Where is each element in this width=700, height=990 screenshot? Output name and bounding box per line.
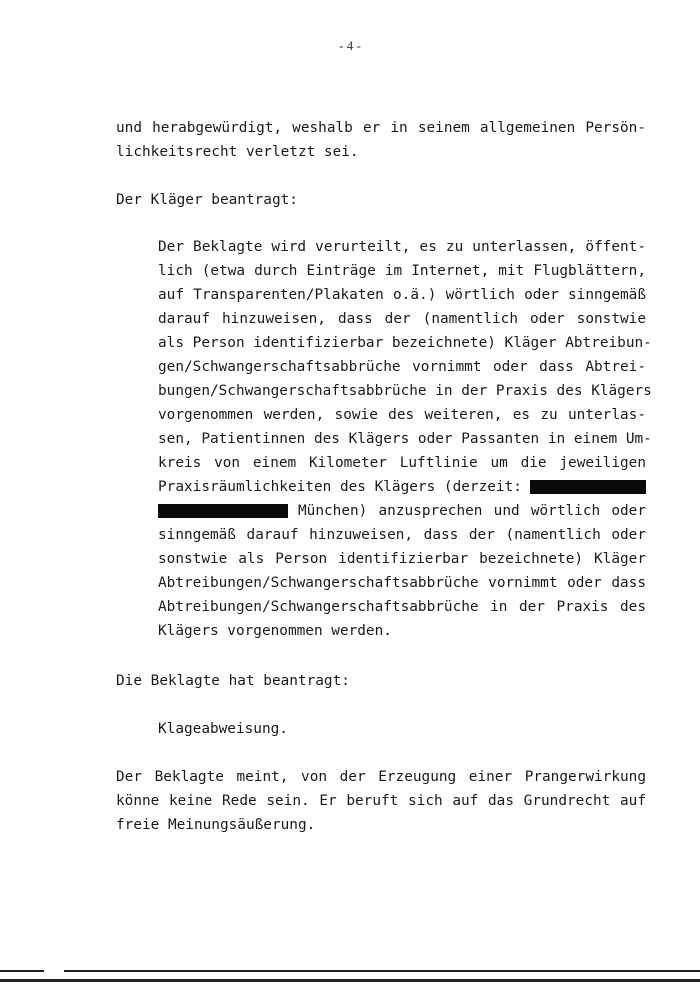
- text-line: sinngemäß darauf hinzuweisen, dass der (namentlich oder: [158, 527, 646, 543]
- paragraph-complaint-summary: [116, 116, 646, 164]
- text-line: Die Beklagte hat beantragt:: [116, 673, 350, 689]
- page-number: - 4 -: [339, 38, 361, 53]
- footer-divider: [0, 970, 44, 972]
- text-line: Der Beklagte meint, von der Erzeugung einer Prangerwirkung: [116, 769, 646, 785]
- text-line: lichkeitsrecht verletzt sei.: [116, 144, 359, 160]
- text-line: als Person identifizierbar bezeichnete) Kläger Abtreibun-: [158, 335, 652, 351]
- redaction-block: [158, 504, 288, 518]
- text-line: Abtreibungen/Schwangerschaftsabbrüche vornimmt oder dass: [158, 575, 646, 591]
- paragraph-plaintiff-motion-heading: [116, 188, 646, 212]
- text-line: freie Meinungsäußerung.: [116, 817, 316, 833]
- paragraph-defendant-motion-heading: [116, 669, 646, 693]
- footer-divider: [64, 970, 700, 972]
- text-line: und herabgewürdigt, weshalb er in seinem allgemeinen Persön-: [116, 120, 646, 136]
- text-line-redacted: [158, 499, 646, 523]
- text-line-redacted: [158, 475, 646, 499]
- text-line-fragment: Praxisräumlichkeiten des Klägers (derzeit:: [158, 479, 522, 495]
- text-line: Der Beklagte wird verurteilt, es zu unterlassen, öffent-: [158, 239, 646, 255]
- text-line: bungen/Schwangerschaftsabbrüche in der Praxis des Klägers: [158, 383, 652, 399]
- paragraph-defendant-argument: [116, 765, 646, 837]
- text-line: auf Transparenten/Plakaten o.ä.) wörtlich oder sinngemäß: [158, 287, 646, 303]
- text-line-fragment: München) anzusprechen und wörtlich oder: [298, 503, 646, 519]
- text-line: darauf hinzuweisen, dass der (namentlich oder sonstwie: [158, 311, 646, 327]
- text-line: Der Kläger beantragt:: [116, 192, 298, 208]
- text-line: gen/Schwangerschaftsabbrüche vornimmt oder dass Abtrei-: [158, 359, 646, 375]
- paragraph-plaintiff-motion: [158, 235, 652, 643]
- text-line: Klägers vorgenommen werden.: [158, 623, 392, 639]
- text-line: vorgenommen werden, sowie des weiteren, es zu unterlas-: [158, 407, 646, 423]
- text-line: sen, Patientinnen des Klägers oder Passanten in einem Um-: [158, 431, 652, 447]
- text-line: kreis von einem Kilometer Luftlinie um die jeweiligen: [158, 455, 646, 471]
- text-line: lich (etwa durch Einträge im Internet, mit Flugblättern,: [158, 263, 646, 279]
- text-line: Klageabweisung.: [158, 721, 288, 737]
- text-line: Abtreibungen/Schwangerschaftsabbrüche in der Praxis des: [158, 599, 646, 615]
- redaction-block: [530, 480, 646, 494]
- footer-divider: [0, 979, 700, 982]
- paragraph-defendant-motion: [158, 717, 646, 741]
- text-line: sonstwie als Person identifizierbar bezeichnete) Kläger: [158, 551, 646, 567]
- text-line: könne keine Rede sein. Er beruft sich auf das Grundrecht auf: [116, 793, 646, 809]
